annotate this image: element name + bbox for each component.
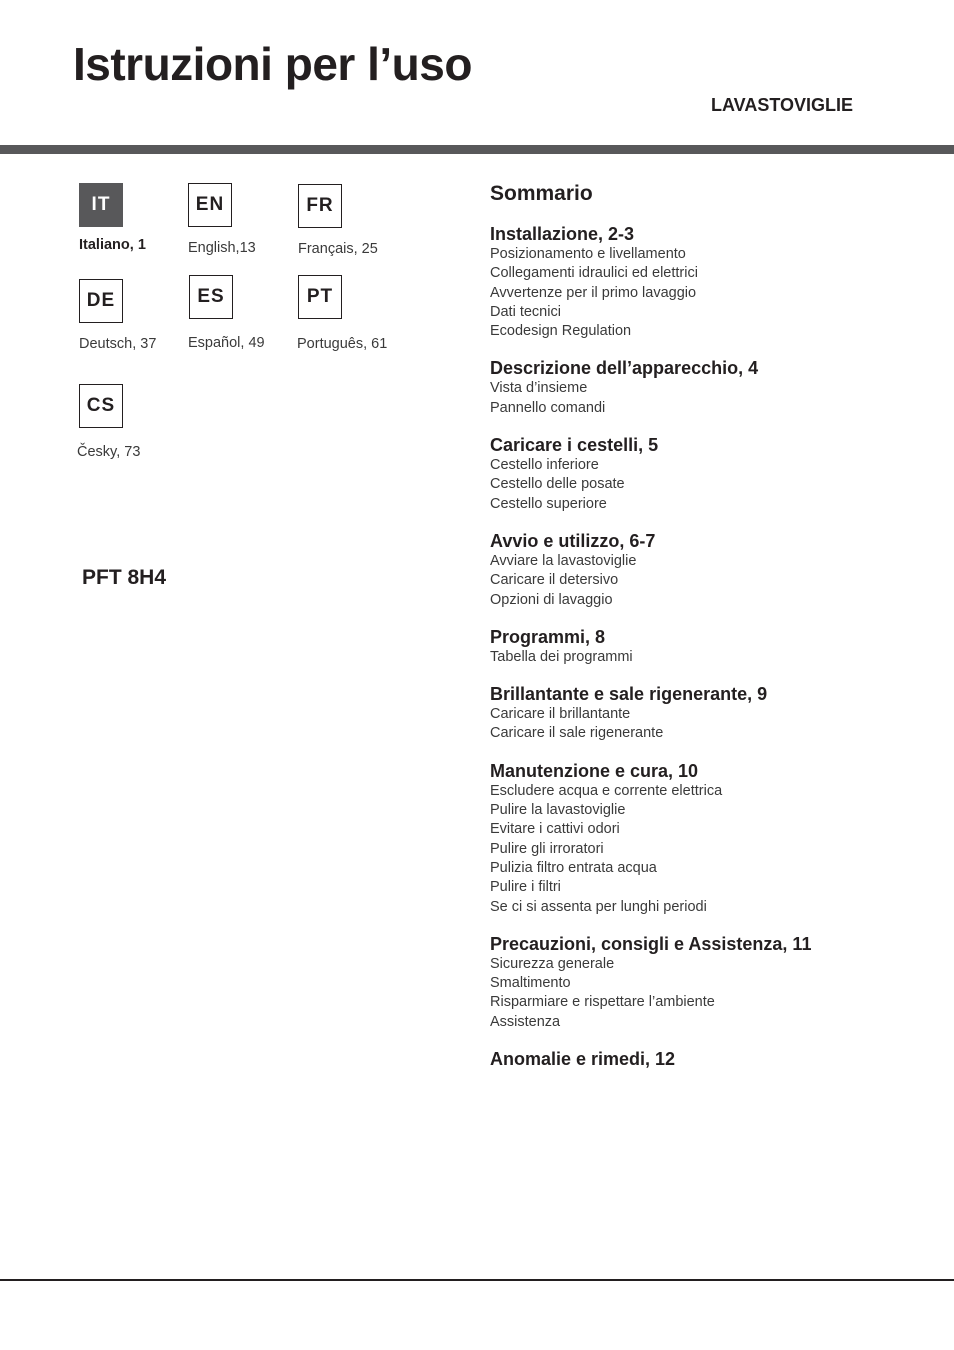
toc-item[interactable]: Vista d’insieme: [490, 380, 588, 397]
toc-section: [490, 760, 930, 917]
toc-item[interactable]: Pulizia filtro entrata acqua: [490, 859, 657, 876]
toc-item[interactable]: Escludere acqua e corrente elettrica: [490, 782, 723, 799]
toc-title: Sommario: [490, 182, 593, 205]
toc-section: [490, 626, 930, 667]
header-divider: [0, 145, 954, 154]
toc-heading[interactable]: Precauzioni, consigli e Assistenza, 11: [490, 933, 812, 954]
language-label: Deutsch, 37: [79, 336, 157, 352]
toc-heading[interactable]: Brillantante e sale rigenerante, 9: [490, 684, 768, 705]
toc-item[interactable]: Pulire la lavastoviglie: [490, 802, 626, 819]
toc-section: [490, 223, 930, 341]
toc-item[interactable]: Sicurezza generale: [490, 955, 615, 972]
toc-section: [490, 1048, 930, 1070]
toc-section: [490, 933, 930, 1032]
toc-heading[interactable]: Installazione, 2-3: [490, 224, 635, 244]
language-label: Español, 49: [188, 335, 265, 351]
toc-section: [490, 357, 930, 418]
toc-item[interactable]: Tabella dei programmi: [490, 648, 633, 665]
toc-item[interactable]: Opzioni di lavaggio: [490, 591, 613, 608]
language-code-box[interactable]: FR: [298, 184, 342, 228]
language-label: Français, 25: [298, 241, 378, 257]
toc-heading[interactable]: Manutenzione e cura, 10: [490, 760, 699, 781]
toc-item[interactable]: Se ci si assenta per lunghi periodi: [490, 898, 707, 915]
toc-item[interactable]: Caricare il brillantante: [490, 706, 631, 723]
language-code-box[interactable]: PT: [298, 275, 342, 319]
toc-item[interactable]: Pulire i filtri: [490, 879, 561, 896]
toc-item[interactable]: Avviare la lavastoviglie: [490, 552, 637, 569]
product-category: LAVASTOVIGLIE: [711, 95, 854, 115]
page-title: Istruzioni per l’uso: [73, 38, 472, 90]
language-es[interactable]: [188, 275, 309, 351]
toc-item[interactable]: Risparmiare e rispettare l’ambiente: [490, 994, 715, 1011]
language-cs[interactable]: [77, 384, 199, 460]
language-code-box[interactable]: IT: [79, 183, 123, 227]
toc-item[interactable]: Smaltimento: [490, 975, 571, 992]
language-code-box[interactable]: DE: [79, 279, 123, 323]
toc-section: [490, 434, 930, 514]
table-of-contents: [490, 181, 930, 1086]
toc-heading[interactable]: Descrizione dell’apparecchio, 4: [490, 358, 759, 379]
language-fr[interactable]: [298, 184, 418, 257]
toc-item[interactable]: Evitare i cattivi odori: [490, 821, 620, 838]
toc-item[interactable]: Caricare il sale rigenerante: [490, 725, 664, 742]
toc-item[interactable]: Cestello delle posate: [490, 476, 625, 493]
toc-heading[interactable]: Avvio e utilizzo, 6-7: [490, 530, 656, 551]
language-pt[interactable]: [297, 275, 418, 352]
language-label: Português, 61: [297, 336, 388, 352]
footer-divider: [0, 1279, 954, 1281]
language-label: Česky, 73: [77, 444, 141, 460]
toc-heading[interactable]: Caricare i cestelli, 5: [490, 435, 659, 456]
language-en[interactable]: [188, 183, 308, 256]
toc-item[interactable]: Dati tecnici: [490, 303, 561, 320]
toc-item[interactable]: Caricare il detersivo: [490, 572, 619, 589]
toc-item[interactable]: Posizionamento e livellamento: [490, 246, 686, 262]
model-number: PFT 8H4: [82, 566, 167, 589]
language-code-box[interactable]: ES: [189, 275, 233, 319]
language-de[interactable]: [79, 279, 199, 352]
toc-item[interactable]: Ecodesign Regulation: [490, 323, 632, 340]
toc-section: [490, 683, 930, 744]
toc-item[interactable]: Pulire gli irroratori: [490, 840, 604, 857]
language-label: English,13: [188, 240, 256, 256]
toc-section: [490, 530, 930, 610]
toc-heading[interactable]: Anomalie e rimedi, 12: [490, 1049, 676, 1070]
language-it[interactable]: [79, 183, 199, 253]
toc-item[interactable]: Pannello comandi: [490, 399, 606, 416]
toc-item[interactable]: Avvertenze per il primo lavaggio: [490, 284, 697, 301]
toc-heading[interactable]: Programmi, 8: [490, 626, 606, 647]
language-code-box[interactable]: CS: [79, 384, 123, 428]
toc-item[interactable]: Collegamenti idraulici ed elettrici: [490, 265, 698, 282]
toc-item[interactable]: Cestello superiore: [490, 495, 607, 512]
toc-item[interactable]: Assistenza: [490, 1013, 561, 1030]
language-label: Italiano, 1: [79, 237, 146, 253]
language-code-box[interactable]: EN: [188, 183, 232, 227]
toc-item[interactable]: Cestello inferiore: [490, 457, 599, 474]
